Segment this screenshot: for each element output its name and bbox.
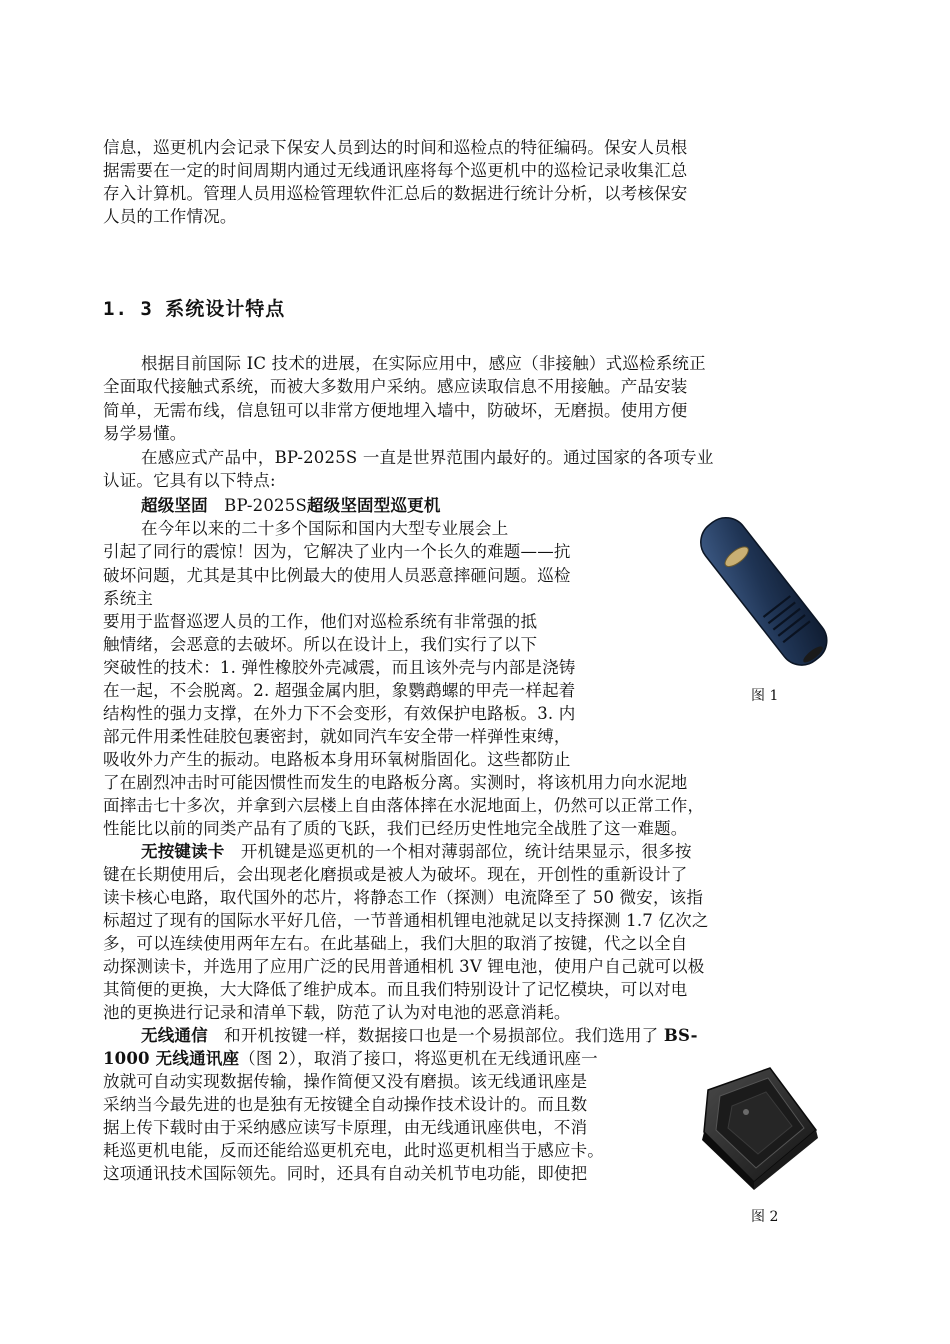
- f1-line-14: 性能比以前的同类产品有了质的飞跃，我们已经历史性地完全战胜了这一难题。: [103, 819, 688, 838]
- wireless-cradle-image: [698, 1062, 823, 1192]
- f1-line-10: 部元件用柔性硅胶包裹密封，就如同汽车安全带一样弹性束缚，: [103, 727, 571, 746]
- p2-line-1: 在感应式产品中，BP-2025S 一直是世界范围内最好的。通过国家的各项专业: [141, 448, 714, 467]
- f1-line-7: 突破性的技术：1. 弹性橡胶外壳减震，而且该外壳与内部是浇铸: [103, 658, 576, 677]
- f2-line-2: 读卡核心电路，取代国外的芯片，将静态工作（探测）电流降至了 50 微安，该指: [103, 888, 704, 907]
- f1-line-2: 引起了同行的震惊！因为，它解决了业内一个长久的难题——抗: [103, 542, 571, 561]
- f3-line-3: 据上传下载时由于采纳感应读写卡原理，由无线通讯座供电，不消: [103, 1118, 588, 1137]
- feature3-label: 无线通信: [141, 1026, 208, 1045]
- feature1-heading: [141, 496, 441, 516]
- f2-line-6: 其简便的更换，大大降低了维护成本。而且我们特别设计了记忆模块，可以对电: [103, 980, 688, 999]
- f1-line-13: 面摔击七十多次，并拿到六层楼上自由落体摔在水泥地面上，仍然可以正常工作，: [103, 796, 705, 815]
- feature2-label: 无按键读卡: [141, 842, 225, 861]
- feature2-first-line: [141, 842, 692, 862]
- feature3-first-line: [141, 1026, 698, 1046]
- f3-line-2: 采纳当今最先进的也是独有无按键全自动操作技术设计的。而且数: [103, 1095, 588, 1114]
- figure-2-caption: 图 2: [751, 1209, 779, 1225]
- f1-line-3: 破坏问题，尤其是其中比例最大的使用人员恶意摔砸问题。巡检: [103, 566, 571, 585]
- f1-line-5: 要用于监督巡逻人员的工作，他们对巡检系统有非常强的抵: [103, 612, 538, 631]
- feature1-label: 超级坚固: [141, 496, 208, 515]
- f1-line-6: 触情绪，会恶意的去破坏。所以在设计上，我们实行了以下: [103, 635, 538, 654]
- f1-line-4: 系统主: [103, 589, 154, 608]
- f1-line-9: 结构性的强力支撑，在外力下不会变形，有效保护电路板。3. 内: [103, 704, 576, 723]
- f2-line-4: 多，可以连续使用两年左右。在此基础上，我们大胆的取消了按键，代之以全自: [103, 934, 688, 953]
- intro-line-4: 人员的工作情况。: [103, 207, 237, 226]
- f1-line-1: 在今年以来的二十多个国际和国内大型专业展会上: [141, 519, 509, 538]
- f2-line-3: 标超过了现有的国际水平好几倍，一节普通相机锂电池就足以支持探测 1.7 亿次之: [103, 911, 709, 930]
- intro-line-3: 存入计算机。管理人员用巡检管理软件汇总后的数据进行统计分析，以考核保安: [103, 184, 688, 203]
- p1-line-1: 根据目前国际 IC 技术的进展，在实际应用中，感应（非接触）式巡检系统正: [141, 354, 706, 373]
- intro-line-2: 据需要在一定的时间周期内通过无线通讯座将每个巡更机中的巡检记录收集汇总: [103, 161, 688, 180]
- f1-line-11: 吸收外力产生的振动。电路板本身用环氧树脂固化。这些都防止: [103, 750, 571, 769]
- patrol-device-image: [688, 512, 838, 672]
- p2-line-2: 认证。它具有以下特点:: [103, 471, 276, 490]
- feature2-first-text: 开机键是巡更机的一个相对薄弱部位，统计结果显示，很多按: [240, 842, 692, 861]
- feature3-product-b: 1000 无线通讯座: [103, 1049, 240, 1068]
- p1-line-2: 全面取代接触式系统，而被大多数用户采纳。感应读取信息不用接触。产品安装: [103, 377, 688, 396]
- feature3-product-a: BS-: [663, 1026, 698, 1045]
- feature3-first-text: 和开机按键一样，数据接口也是一个易损部位。我们选用了: [224, 1026, 659, 1045]
- f1-line-8: 在一起，不会脱离。2. 超强金属内胆，象鹦鹉螺的甲壳一样起着: [103, 681, 576, 700]
- f2-line-5: 动探测读卡，并选用了应用广泛的民用普通相机 3V 锂电池，使用户自己就可以极: [103, 957, 705, 976]
- p1-line-3: 简单，无需布线，信息钮可以非常方便地埋入墙中，防破坏，无磨损。使用方便: [103, 401, 688, 420]
- f1-line-12: 了在剧烈冲击时可能因惯性而发生的电路板分离。实测时，将该机用力向水泥地: [103, 773, 688, 792]
- f3-line-5: 这项通讯技术国际领先。同时，还具有自动关机节电功能，即使把: [103, 1164, 588, 1183]
- feature1-model: BP-2025S: [224, 496, 307, 515]
- f2-line-1: 键在长期使用后，会出现老化磨损或是被人为破坏。现在，开创性的重新设计了: [103, 865, 688, 884]
- section-heading: 1. 3 系统设计特点: [103, 298, 286, 320]
- feature1-title: 超级坚固型巡更机: [306, 496, 441, 515]
- figure-1-caption: 图 1: [751, 688, 779, 704]
- p1-line-4: 易学易懂。: [103, 424, 187, 443]
- intro-line-1: 信息，巡更机内会记录下保安人员到达的时间和巡检点的特征编码。保安人员根: [103, 138, 688, 157]
- f3-line-1: 放就可自动实现数据传输，操作简便又没有磨损。该无线通讯座是: [103, 1072, 588, 1091]
- f3-line-4: 耗巡更机电能，反而还能给巡更机充电，此时巡更机相当于感应卡。: [103, 1141, 604, 1160]
- f2-line-7: 池的更换进行记录和清单下载，防范了认为对电池的恶意消耗。: [103, 1003, 571, 1022]
- feature3-second-text: （图 2），取消了接口，将巡更机在无线通讯座一: [239, 1049, 598, 1068]
- feature3-second-line: [103, 1049, 598, 1069]
